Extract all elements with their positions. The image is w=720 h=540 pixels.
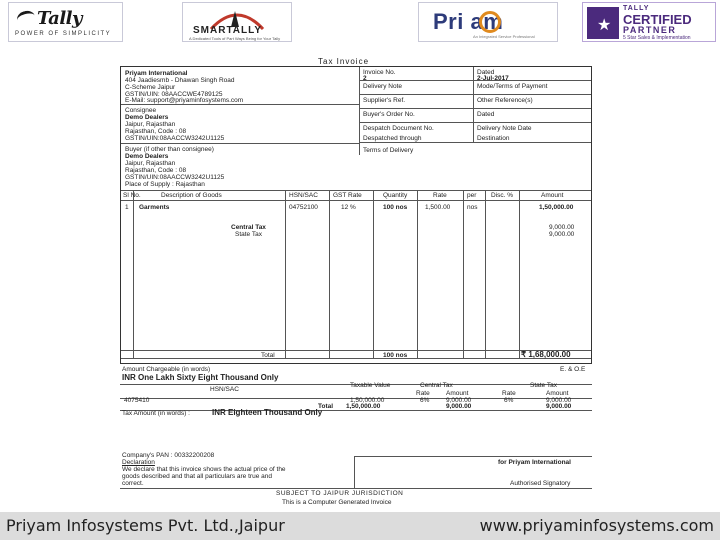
tally-swoosh-icon: [15, 9, 36, 27]
buyer-place-of-supply: Place of Supply : Rajasthan: [125, 181, 205, 188]
meta-dated-label: Dated: [477, 69, 495, 76]
buyer-gstin: GSTIN/UIN:08AACCW3242U1125: [125, 174, 225, 181]
tax-row-state-amount: 9,000.00: [546, 397, 572, 404]
certified-line2: CERTIFIED: [623, 12, 692, 27]
tax-sub-amount-1: Amount: [446, 390, 469, 397]
amount-words-label: Amount Chargeable (in words): [122, 366, 211, 373]
row-rate: 1,500.00: [425, 204, 451, 211]
col-disc: Disc. %: [491, 192, 514, 199]
company-pan: Company's PAN : 00332200208: [122, 452, 215, 459]
seller-city: C-Scheme Jaipur: [125, 84, 176, 91]
tax-col-hsn: HSN/SAC: [210, 386, 239, 393]
consignee-label: Consignee: [125, 107, 157, 114]
priyam-logo-word: Pri am: [433, 9, 504, 34]
tax-col-taxable: Taxable Value: [350, 382, 391, 389]
invoice-frame: [120, 66, 592, 364]
computer-generated-note: This is a Computer Generated Invoice: [282, 499, 392, 506]
authorised-signatory: Authorised Signatory: [510, 480, 571, 487]
tax-invoice-document: [0, 50, 720, 510]
seller-name: Priyam International: [125, 70, 188, 77]
buyer-name: Demo Dealers: [125, 153, 169, 160]
col-sl: Sl No.: [123, 192, 141, 199]
invoice-title: Tax Invoice: [318, 57, 370, 66]
row-gst: 12 %: [341, 204, 356, 211]
col-rate: Rate: [433, 192, 447, 199]
smartally-tagline: A Dedicated Tools of Part Ways Being for Your Tally: [189, 36, 281, 41]
col-description: Description of Goods: [161, 192, 222, 199]
total-qty: 100 nos: [383, 352, 408, 359]
col-per: per: [467, 192, 477, 199]
col-quantity: Quantity: [383, 192, 408, 199]
row-description: Garments: [139, 204, 170, 211]
tax-col-central: Central Tax: [420, 382, 453, 389]
footer-bar: [0, 512, 720, 540]
tax-total-label: Total: [318, 403, 334, 410]
col-gst-rate: GST Rate: [333, 192, 362, 199]
total-amount: ₹ 1,68,000.00: [521, 350, 571, 359]
consignee-state: Rajasthan, Code : 08: [125, 128, 187, 135]
central-tax-amount: 9,000.00: [549, 224, 575, 231]
smartally-logo: [182, 2, 292, 42]
buyer-label: Buyer (if other than consignee): [125, 146, 214, 153]
meta-terms-of-delivery: Terms of Delivery: [363, 147, 414, 154]
declaration-line-2: goods described and that all particulars are true and: [122, 473, 272, 480]
meta-other-ref: Other Reference(s): [477, 97, 533, 104]
meta-invoice-no-value: 2: [363, 75, 367, 82]
priyam-ring-icon: [479, 11, 501, 33]
priyam-logo: [418, 2, 558, 42]
meta-delivery-note: Delivery Note: [363, 83, 403, 90]
state-tax-amount: 9,000.00: [549, 231, 575, 238]
consignee-city: Jaipur, Rajasthan: [125, 121, 176, 128]
row-qty: 100 nos: [383, 204, 408, 211]
tally-tagline: POWER OF SIMPLICITY: [15, 31, 112, 37]
footer-website: www.priyaminfosystems.com: [479, 516, 714, 535]
tax-col-state: State Tax: [530, 382, 557, 389]
tax-row-taxable: 1,50,000.00: [350, 397, 385, 404]
col-amount: Amount: [541, 192, 564, 199]
state-tax-label: State Tax: [235, 231, 262, 238]
consignee-name: Demo Dealers: [125, 114, 169, 121]
tax-row-central-rate: 6%: [420, 397, 430, 404]
tally-certified-partner-logo: [582, 2, 716, 42]
certified-line1: TALLY: [623, 5, 650, 12]
tax-total-state: 9,000.00: [546, 403, 572, 410]
tax-row-state-rate: 6%: [504, 397, 514, 404]
tax-total-central: 9,000.00: [446, 403, 472, 410]
meta-despatch-doc: Despatch Document No.: [363, 125, 434, 132]
meta-delivery-note-date: Delivery Note Date: [477, 125, 532, 132]
for-company: for Priyam International: [498, 459, 571, 466]
priyam-tagline: An Integrated Service Professional: [473, 34, 535, 39]
seller-address: 404 Jaadiesmb - Dhawan Singh Road: [125, 77, 235, 84]
certified-line4: 5 Star Sales & Implementation: [623, 35, 691, 41]
buyer-state: Rajasthan, Code : 08: [125, 167, 187, 174]
partner-badge: [587, 7, 619, 39]
tax-sub-rate-2: Rate: [502, 390, 516, 397]
footer-company-name: Priyam Infosystems Pvt. Ltd.,Jaipur: [6, 516, 285, 535]
consignee-gstin: GSTIN/UIN:08AACCW3242U1125: [125, 135, 225, 142]
tally-logo-word: Tally: [37, 8, 82, 29]
tax-total-taxable: 1,50,000.00: [346, 403, 381, 410]
meta-supplier-ref: Supplier's Ref.: [363, 97, 406, 104]
declaration-title: Declaration: [122, 459, 155, 466]
tax-row-central-amount: 9,000.00: [446, 397, 472, 404]
smartally-logo-word: SMARTALLY: [193, 25, 262, 36]
meta-order-dated: Dated: [477, 111, 495, 118]
declaration-line-1: We declare that this invoice shows the actual price of the: [122, 466, 286, 473]
amount-words: INR One Lakh Sixty Eight Thousand Only: [122, 373, 279, 382]
tax-words: INR Eighteen Thousand Only: [212, 408, 323, 417]
row-amount: 1,50,000.00: [539, 204, 574, 211]
declaration-line-3: correct.: [122, 480, 144, 487]
tax-words-label: Tax Amount (in words) :: [122, 410, 190, 417]
tax-sub-rate-1: Rate: [416, 390, 430, 397]
col-hsn: HSN/SAC: [289, 192, 318, 199]
meta-buyer-order: Buyer's Order No.: [363, 111, 415, 118]
certified-line3: PARTNER: [623, 25, 677, 35]
row-hsn: 04752100: [289, 204, 318, 211]
meta-despatched-through: Despatched through: [363, 135, 422, 142]
meta-invoice-no-label: Invoice No.: [363, 69, 396, 76]
row-per: nos: [467, 204, 478, 211]
meta-destination: Destination: [477, 135, 510, 142]
seller-gstin: GSTIN/UIN: 08AACCWE4789125: [125, 91, 223, 98]
tally-logo: [8, 2, 123, 42]
star-icon: ★: [597, 17, 612, 34]
logo-header: [0, 0, 720, 48]
total-label: Total: [261, 352, 275, 359]
tax-row-hsn: 4075410: [124, 397, 150, 404]
tax-sub-amount-2: Amount: [546, 390, 569, 397]
buyer-city: Jaipur, Rajasthan: [125, 160, 176, 167]
meta-dated-value: 2-Jul-2017: [477, 75, 509, 82]
seller-email: E-Mail: support@priyaminfosystems.com: [125, 97, 244, 104]
eoe-label: E. & O.E: [560, 366, 586, 373]
meta-mode-terms: Mode/Terms of Payment: [477, 83, 548, 90]
row-sl: 1: [125, 204, 129, 211]
jurisdiction-note: SUBJECT TO JAIPUR JURISDICTION: [276, 490, 404, 497]
central-tax-label: Central Tax: [231, 224, 266, 231]
